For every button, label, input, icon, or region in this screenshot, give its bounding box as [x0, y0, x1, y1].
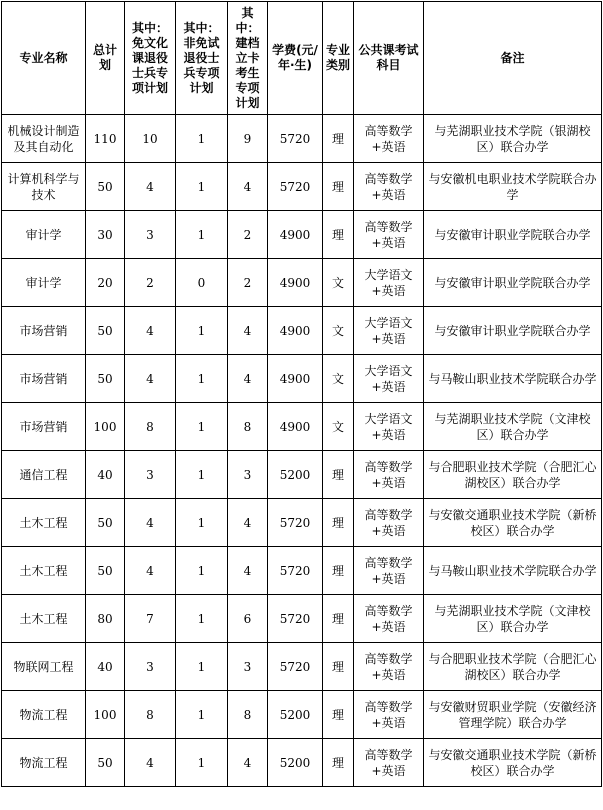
- major-name-cell: 物流工程: [2, 739, 86, 787]
- veteran-nonexempt-cell: 1: [176, 211, 228, 259]
- col-header-remarks: 备注: [424, 2, 602, 115]
- exam-subjects-cell: 高等数学+英语: [354, 163, 424, 211]
- exam-subjects-cell: 高等数学+英语: [354, 643, 424, 691]
- category-cell: 理: [323, 211, 354, 259]
- veteran-nonexempt-cell: 1: [176, 307, 228, 355]
- exam-subjects-cell: 高等数学+英语: [354, 547, 424, 595]
- tuition-cell: 4900: [268, 259, 323, 307]
- tuition-cell: 4900: [268, 211, 323, 259]
- veteran-nonexempt-cell: 1: [176, 691, 228, 739]
- total-plan-cell: 80: [86, 595, 125, 643]
- veteran-nonexempt-cell: 1: [176, 547, 228, 595]
- col-header-major-name: 专业名称: [2, 2, 86, 115]
- total-plan-cell: 50: [86, 355, 125, 403]
- total-plan-cell: 100: [86, 691, 125, 739]
- remarks-cell: 与安徽机电职业技术学院联合办学: [424, 163, 602, 211]
- veteran-nonexempt-cell: 1: [176, 163, 228, 211]
- major-name-cell: 物流工程: [2, 691, 86, 739]
- remarks-cell: 与安徽审计职业学院联合办学: [424, 307, 602, 355]
- major-name-cell: 物联网工程: [2, 643, 86, 691]
- veteran-exempt-cell: 4: [125, 355, 176, 403]
- total-plan-cell: 50: [86, 739, 125, 787]
- remarks-cell: 与安徽审计职业学院联合办学: [424, 211, 602, 259]
- remarks-cell: 与芜湖职业技术学院（文津校区）联合办学: [424, 403, 602, 451]
- major-name-cell: 土木工程: [2, 547, 86, 595]
- veteran-exempt-cell: 4: [125, 739, 176, 787]
- col-header-veteran-exempt-plan: 其中：免文化课退役士兵专项计划: [125, 2, 176, 115]
- table-row: [2, 115, 602, 163]
- remarks-cell: 与芜湖职业技术学院（银湖校区）联合办学: [424, 115, 602, 163]
- category-cell: 理: [323, 163, 354, 211]
- exam-subjects-cell: 高等数学+英语: [354, 451, 424, 499]
- major-name-cell: 计算机科学与技术: [2, 163, 86, 211]
- poverty-plan-cell: 3: [228, 451, 268, 499]
- table-row: [2, 499, 602, 547]
- table-row: [2, 547, 602, 595]
- poverty-plan-cell: 4: [228, 307, 268, 355]
- table-row: [2, 643, 602, 691]
- veteran-nonexempt-cell: 1: [176, 451, 228, 499]
- exam-subjects-cell: 大学语文+英语: [354, 355, 424, 403]
- tuition-cell: 5720: [268, 595, 323, 643]
- exam-subjects-cell: 高等数学+英语: [354, 739, 424, 787]
- veteran-exempt-cell: 2: [125, 259, 176, 307]
- total-plan-cell: 20: [86, 259, 125, 307]
- veteran-exempt-cell: 8: [125, 691, 176, 739]
- veteran-nonexempt-cell: 1: [176, 355, 228, 403]
- col-header-exam-subjects: 公共课考试科目: [354, 2, 424, 115]
- veteran-exempt-cell: 4: [125, 163, 176, 211]
- veteran-exempt-cell: 3: [125, 643, 176, 691]
- category-cell: 文: [323, 403, 354, 451]
- header-row: [2, 2, 602, 115]
- tuition-cell: 5720: [268, 643, 323, 691]
- remarks-cell: 与马鞍山职业技术学院联合办学: [424, 355, 602, 403]
- tuition-cell: 5720: [268, 163, 323, 211]
- major-name-cell: 市场营销: [2, 307, 86, 355]
- remarks-cell: 与芜湖职业技术学院（文津校区）联合办学: [424, 595, 602, 643]
- total-plan-cell: 100: [86, 403, 125, 451]
- category-cell: 理: [323, 643, 354, 691]
- col-header-tuition: 学费(元/年·生): [268, 2, 323, 115]
- poverty-plan-cell: 8: [228, 691, 268, 739]
- exam-subjects-cell: 大学语文+英语: [354, 307, 424, 355]
- major-name-cell: 市场营销: [2, 355, 86, 403]
- category-cell: 理: [323, 451, 354, 499]
- tuition-cell: 5720: [268, 547, 323, 595]
- total-plan-cell: 50: [86, 307, 125, 355]
- poverty-plan-cell: 9: [228, 115, 268, 163]
- category-cell: 文: [323, 307, 354, 355]
- exam-subjects-cell: 高等数学+英语: [354, 211, 424, 259]
- remarks-cell: 与安徽交通职业技术学院（新桥校区）联合办学: [424, 739, 602, 787]
- total-plan-cell: 50: [86, 499, 125, 547]
- exam-subjects-cell: 高等数学+英语: [354, 691, 424, 739]
- category-cell: 理: [323, 691, 354, 739]
- major-name-cell: 机械设计制造及其自动化: [2, 115, 86, 163]
- total-plan-cell: 40: [86, 451, 125, 499]
- col-header-category: 专业类别: [323, 2, 354, 115]
- table-row: [2, 355, 602, 403]
- veteran-exempt-cell: 4: [125, 307, 176, 355]
- table-row: [2, 451, 602, 499]
- category-cell: 理: [323, 595, 354, 643]
- total-plan-cell: 50: [86, 547, 125, 595]
- poverty-plan-cell: 6: [228, 595, 268, 643]
- category-cell: 理: [323, 499, 354, 547]
- veteran-nonexempt-cell: 1: [176, 403, 228, 451]
- total-plan-cell: 40: [86, 643, 125, 691]
- veteran-exempt-cell: 3: [125, 451, 176, 499]
- table-row: [2, 595, 602, 643]
- table-row: [2, 211, 602, 259]
- category-cell: 文: [323, 259, 354, 307]
- tuition-cell: 5720: [268, 499, 323, 547]
- tuition-cell: 5720: [268, 115, 323, 163]
- remarks-cell: 与马鞍山职业技术学院联合办学: [424, 547, 602, 595]
- poverty-plan-cell: 8: [228, 403, 268, 451]
- exam-subjects-cell: 高等数学+英语: [354, 595, 424, 643]
- tuition-cell: 5200: [268, 691, 323, 739]
- veteran-exempt-cell: 7: [125, 595, 176, 643]
- table-body: [2, 115, 602, 787]
- category-cell: 理: [323, 547, 354, 595]
- remarks-cell: 与合肥职业技术学院（合肥汇心湖校区）联合办学: [424, 643, 602, 691]
- total-plan-cell: 30: [86, 211, 125, 259]
- veteran-exempt-cell: 4: [125, 499, 176, 547]
- veteran-nonexempt-cell: 0: [176, 259, 228, 307]
- remarks-cell: 与合肥职业技术学院（合肥汇心湖校区）联合办学: [424, 451, 602, 499]
- poverty-plan-cell: 4: [228, 499, 268, 547]
- tuition-cell: 5200: [268, 451, 323, 499]
- remarks-cell: 与安徽交通职业技术学院（新桥校区）联合办学: [424, 499, 602, 547]
- poverty-plan-cell: 3: [228, 643, 268, 691]
- veteran-exempt-cell: 10: [125, 115, 176, 163]
- veteran-nonexempt-cell: 1: [176, 595, 228, 643]
- major-name-cell: 土木工程: [2, 595, 86, 643]
- tuition-cell: 4900: [268, 403, 323, 451]
- exam-subjects-cell: 高等数学+英语: [354, 499, 424, 547]
- major-name-cell: 通信工程: [2, 451, 86, 499]
- table-row: [2, 259, 602, 307]
- table-row: [2, 307, 602, 355]
- col-header-veteran-nonexempt-plan: 其中：非免试退役士兵专项计划: [176, 2, 228, 115]
- table-row: [2, 403, 602, 451]
- poverty-plan-cell: 4: [228, 739, 268, 787]
- tuition-cell: 4900: [268, 355, 323, 403]
- veteran-nonexempt-cell: 1: [176, 115, 228, 163]
- enrollment-plan-table: [1, 1, 602, 787]
- major-name-cell: 审计学: [2, 211, 86, 259]
- poverty-plan-cell: 2: [228, 211, 268, 259]
- remarks-cell: 与安徽审计职业学院联合办学: [424, 259, 602, 307]
- major-name-cell: 市场营销: [2, 403, 86, 451]
- remarks-cell: 与安徽财贸职业学院（安徽经济管理学院）联合办学: [424, 691, 602, 739]
- table-row: [2, 739, 602, 787]
- poverty-plan-cell: 2: [228, 259, 268, 307]
- category-cell: 理: [323, 739, 354, 787]
- tuition-cell: 5200: [268, 739, 323, 787]
- poverty-plan-cell: 4: [228, 355, 268, 403]
- category-cell: 理: [323, 115, 354, 163]
- exam-subjects-cell: 大学语文+英语: [354, 259, 424, 307]
- veteran-exempt-cell: 8: [125, 403, 176, 451]
- col-header-poverty-plan: 其中：建档立卡考生专项计划: [228, 2, 268, 115]
- table-row: [2, 691, 602, 739]
- veteran-exempt-cell: 3: [125, 211, 176, 259]
- major-name-cell: 土木工程: [2, 499, 86, 547]
- total-plan-cell: 50: [86, 163, 125, 211]
- veteran-nonexempt-cell: 1: [176, 739, 228, 787]
- table-header: [2, 2, 602, 115]
- poverty-plan-cell: 4: [228, 163, 268, 211]
- poverty-plan-cell: 4: [228, 547, 268, 595]
- category-cell: 文: [323, 355, 354, 403]
- major-name-cell: 审计学: [2, 259, 86, 307]
- table-row: [2, 163, 602, 211]
- total-plan-cell: 110: [86, 115, 125, 163]
- col-header-total-plan: 总计划: [86, 2, 125, 115]
- veteran-nonexempt-cell: 1: [176, 643, 228, 691]
- exam-subjects-cell: 高等数学+英语: [354, 115, 424, 163]
- veteran-exempt-cell: 4: [125, 547, 176, 595]
- exam-subjects-cell: 大学语文+英语: [354, 403, 424, 451]
- veteran-nonexempt-cell: 1: [176, 499, 228, 547]
- tuition-cell: 4900: [268, 307, 323, 355]
